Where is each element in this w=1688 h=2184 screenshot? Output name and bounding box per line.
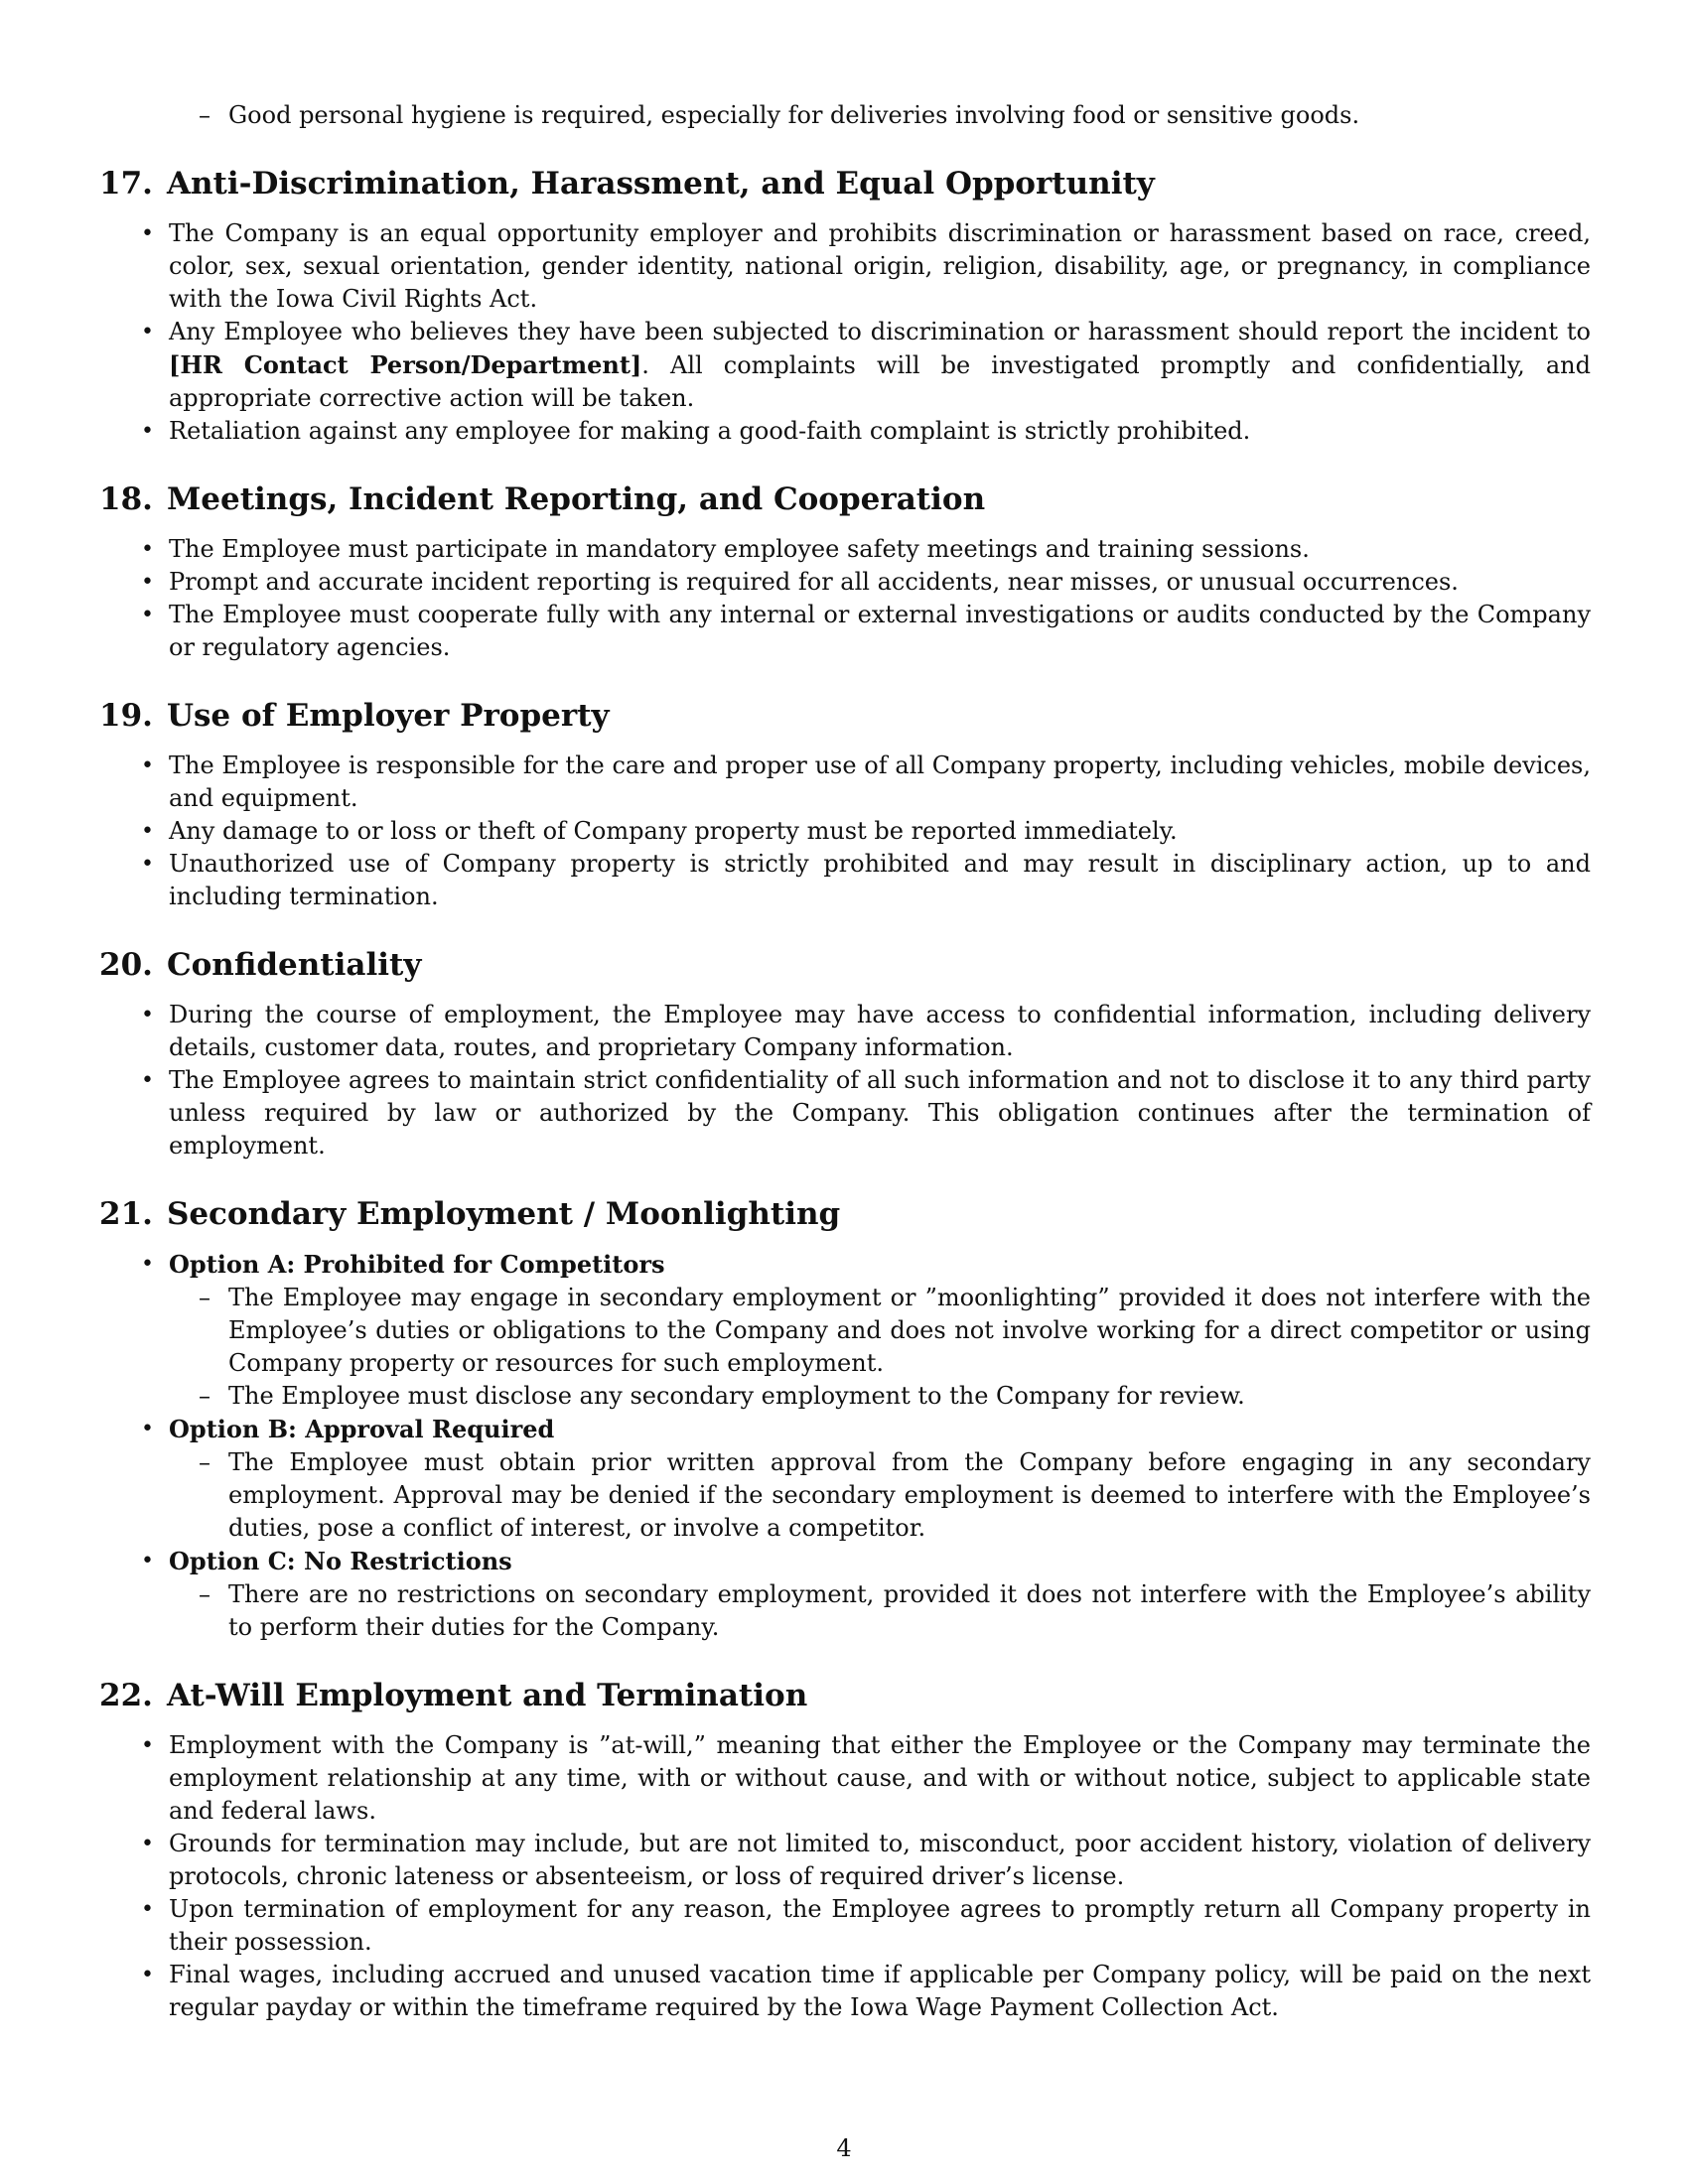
dash-list <box>169 1578 1591 1644</box>
section-heading <box>99 1676 1591 1715</box>
list-item <box>99 599 1591 664</box>
dash-list <box>169 1446 1591 1545</box>
bullet-marker: • <box>141 603 154 627</box>
list-item-text: Retaliation against any employee for making a good-faith complaint is strictly prohibited. <box>169 417 1251 445</box>
bullet-list <box>99 750 1591 913</box>
option-c-label: Option C: No Restrictions <box>169 1547 512 1575</box>
section-title: Secondary Employment / Moonlighting <box>166 1196 841 1232</box>
bullet-marker: • <box>141 1003 154 1027</box>
bullet-marker: • <box>141 537 154 562</box>
section-title: At-Will Employment and Termination <box>166 1678 808 1713</box>
section-19 <box>99 696 1591 913</box>
list-item <box>99 1959 1591 2024</box>
section-number: 19. <box>99 698 153 734</box>
section-number: 18. <box>99 481 153 517</box>
bullet-marker: • <box>141 1963 154 1987</box>
list-item <box>99 1545 1591 1644</box>
list-item <box>169 1380 1591 1413</box>
list-item-text: The Employee must obtain prior written approval from the Company before engaging in any secondary employment. Approval may be denied if the secondary employment is deemed to interfere with the Employee’s duties, pose a conflict of interest, or involve a competitor. <box>228 1448 1591 1542</box>
list-item-text: Employment with the Company is ”at-will,” meaning that either the Employee or the Company may terminate the employment relationship at any time, with or without cause, and with or without notice, subject to applicable state and federal laws. <box>169 1731 1591 1825</box>
list-item-text: The Company is an equal opportunity employer and prohibits discrimination or harassment based on race, creed, color, sex, sexual orientation, gender identity, national origin, religion, disability, age, or pregnancy, in compliance with the Iowa Civil Rights Act. <box>169 219 1591 313</box>
document-page <box>99 99 1591 2024</box>
list-item-text: The Employee is responsible for the care and proper use of all Company property, including vehicles, mobile devices, and equipment. <box>169 751 1591 812</box>
list-item <box>99 1729 1591 1828</box>
section-heading <box>99 164 1591 204</box>
list-item-text: Final wages, including accrued and unused vacation time if applicable per Company policy, will be paid on the next regular payday or within the timeframe required by the Iowa Wage Payment Collection Act. <box>169 1961 1591 2021</box>
section-heading <box>99 696 1591 736</box>
section-18 <box>99 479 1591 664</box>
list-item-text: During the course of employment, the Employee may have access to confidential information, including delivery details, customer data, routes, and proprietary Company information. <box>169 1001 1591 1061</box>
list-item <box>99 1413 1591 1545</box>
list-item-text: The Employee may engage in secondary employment or ”moonlighting” provided it does not interfere with the Employee’s duties or obligations to the Company and does not involve working for a direct competitor or using Company property or resources for such employment. <box>228 1284 1591 1377</box>
list-item-text: Any damage to or loss or theft of Company property must be reported immediately. <box>169 817 1178 845</box>
section-17 <box>99 164 1591 448</box>
section-number: 20. <box>99 947 153 983</box>
list-item-text: Prompt and accurate incident reporting is required for all accidents, near misses, or unusual occurrences. <box>169 568 1459 596</box>
page-number: 4 <box>836 2134 852 2162</box>
list-item-text: The Employee must disclose any secondary employment to the Company for review. <box>228 1382 1245 1410</box>
section-number: 22. <box>99 1678 153 1713</box>
bullet-marker: • <box>141 221 154 246</box>
list-item <box>99 316 1591 415</box>
dash-marker: – <box>199 1284 211 1311</box>
list-item-text: The Employee must participate in mandatory employee safety meetings and training sessions. <box>169 535 1310 563</box>
list-item <box>99 750 1591 815</box>
option-b-label: Option B: Approval Required <box>169 1415 555 1443</box>
section-title: Anti-Discrimination, Harassment, and Equal Opportunity <box>166 166 1155 202</box>
section-heading <box>99 945 1591 985</box>
option-a-label: Option A: Prohibited for Competitors <box>169 1250 665 1279</box>
bullet-list <box>99 1248 1591 1644</box>
list-item-text: Upon termination of employment for any reason, the Employee agrees to promptly return all Company property in their possession. <box>169 1895 1591 1956</box>
section-number: 17. <box>99 166 153 202</box>
section-20 <box>99 945 1591 1162</box>
list-item <box>99 566 1591 599</box>
bullet-marker: • <box>141 1417 154 1441</box>
list-item <box>99 815 1591 848</box>
section-title: Meetings, Incident Reporting, and Cooperation <box>166 481 986 517</box>
bullet-marker: • <box>141 753 154 778</box>
list-item-text: There are no restrictions on secondary employment, provided it does not interfere with the Employee’s ability to perform their duties for the Company. <box>228 1580 1591 1641</box>
dash-marker: – <box>199 1448 211 1476</box>
list-item <box>99 1248 1591 1413</box>
list-item <box>169 1446 1591 1545</box>
list-item-text: Good personal hygiene is required, especially for deliveries involving food or sensitive goods. <box>228 101 1360 129</box>
list-item <box>99 999 1591 1064</box>
bullet-marker: • <box>141 819 154 844</box>
hr-contact-placeholder: [HR Contact Person/Department] <box>169 350 642 379</box>
list-item <box>99 415 1591 448</box>
bullet-marker: • <box>141 1733 154 1758</box>
bullet-marker: • <box>141 1832 154 1856</box>
list-item <box>199 99 1591 132</box>
bullet-marker: • <box>141 570 154 595</box>
bullet-marker: • <box>141 1068 154 1093</box>
list-item-text: Unauthorized use of Company property is strictly prohibited and may result in disciplinary action, up to and including termination. <box>169 850 1591 910</box>
section-21 <box>99 1194 1591 1644</box>
bullet-list <box>99 1729 1591 2024</box>
list-item-text: The Employee agrees to maintain strict confidentiality of all such information and not to disclose it to any third party unless required by law or authorized by the Company. This obligation continues after the termination of employment. <box>169 1066 1591 1160</box>
bullet-list <box>99 999 1591 1162</box>
list-item-text: Any Employee who believes they have been subjected to discrimination or harassment should report the incident to <box>169 318 1591 345</box>
list-item-text: The Employee must cooperate fully with any internal or external investigations or audits conducted by the Company or regulatory agencies. <box>169 601 1591 661</box>
list-item <box>99 1893 1591 1959</box>
list-item <box>99 1828 1591 1893</box>
dash-list <box>169 1282 1591 1413</box>
list-item-text: . All complaints will be investigated promptly and confidentially, and appropriate corrective action will be taken. <box>169 351 1592 412</box>
list-item-text: Grounds for termination may include, but are not limited to, misconduct, poor accident history, violation of delivery protocols, chronic lateness or absenteeism, or loss of required driver’s license. <box>169 1830 1591 1890</box>
list-item <box>169 1578 1591 1644</box>
bullet-marker: • <box>141 1897 154 1922</box>
bullet-marker: • <box>141 1549 154 1573</box>
bullet-list <box>99 533 1591 664</box>
section-heading <box>99 479 1591 519</box>
section-number: 21. <box>99 1196 153 1232</box>
section-heading <box>99 1194 1591 1234</box>
section-title: Confidentiality <box>166 947 422 983</box>
bullet-marker: • <box>141 852 154 877</box>
bullet-marker: • <box>141 1252 154 1277</box>
list-item <box>99 848 1591 913</box>
list-item <box>99 533 1591 566</box>
bullet-list <box>99 217 1591 448</box>
list-item <box>169 1282 1591 1380</box>
list-item <box>99 1064 1591 1162</box>
dash-marker: – <box>199 101 211 129</box>
list-item <box>99 217 1591 316</box>
section-title: Use of Employer Property <box>166 698 610 734</box>
bullet-marker: • <box>141 320 154 344</box>
dash-marker: – <box>199 1580 211 1608</box>
bullet-marker: • <box>141 419 154 444</box>
section-22 <box>99 1676 1591 2024</box>
dash-marker: – <box>199 1382 211 1410</box>
